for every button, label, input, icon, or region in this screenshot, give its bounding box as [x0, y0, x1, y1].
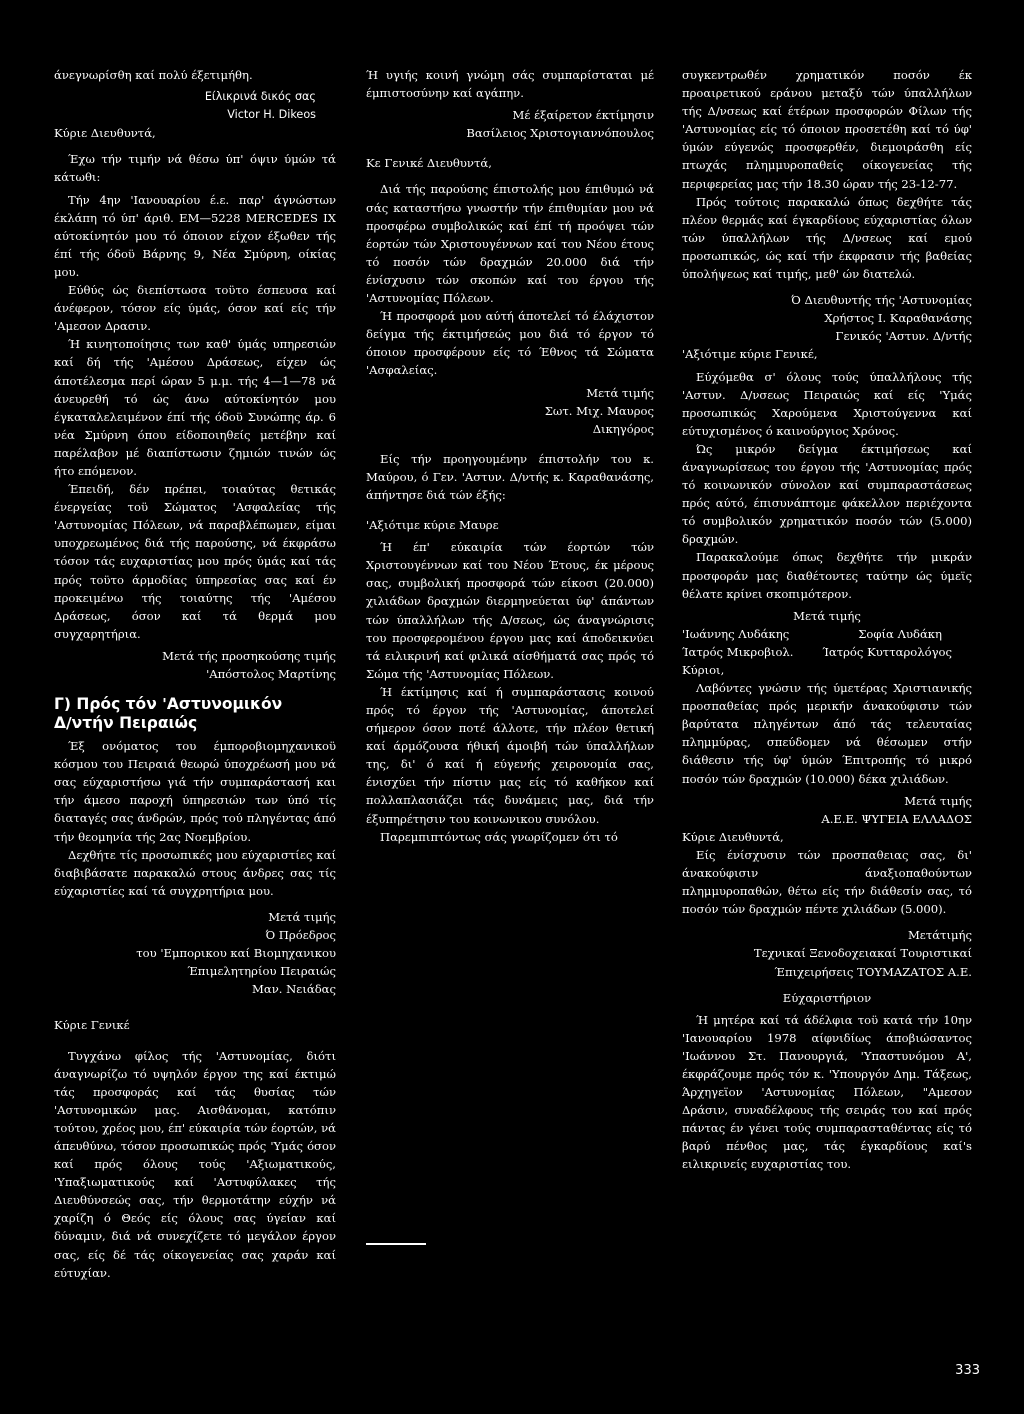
paragraph: Τυγχάνω φίλος τής 'Αστυνομίας, διότι άναγνωρίζω τό υψηλόν έργον της καί έκτιμώ τάς προσφοράς καί τάς θυσίας τών 'Αστυνομικών μας. Αισθάνομαι, κατόπιν τούτου, χρέος μου, έπ' εύκαιρία τών έορτών, νά άπευθύνω, τόσον προσωπικώς πρός 'Υμάς όσον καί πρός όλους τούς 'Αξιωματικούς, 'Υπαξιωματικούς καί 'Αστυφύλακες τής Διευθύνσεώς σας, τήν θερμοτάτην εύχήν νά χαρίζη ό Θεός είς όλους σας ύγείαν καί δύναμιν, διά νά συνεχίζετε τό μεγάλον έργον σας, είς δέ τάς οίκογενείας σας χαράν καί εύτυχίαν. — [54, 1048, 336, 1280]
paragraph: Έξ ονόματος του έμποροβιομηχανικοϋ κόσμου του Πειραιά θεωρώ ύποχρέωσή μου νά σας εύχαριστήσω γιά τήν συμπαράστασή και τήν άμεσο παροχή ύπηρεσιών των ύπό τίς διαταγές σας άνδρών, πρός τού πληγέντας άπό τήν θεομηνία τής 2ας Νοεμβρίου. — [54, 739, 336, 844]
paragraph: άνεγνωρίσθη καί πολύ έξετιμήθη. — [54, 68, 253, 82]
paragraph: Εύθύς ώς διεπίστωσα τοϋτο έσπευσα καί άνέφερον, τόσον είς ύμάς, όσον καί είς τήν 'Αμεσον Δρασιν. — [54, 283, 336, 334]
signature-title: Ό Διευθυντής τής 'Αστυνομίας — [791, 293, 972, 308]
paragraph: συγκεντρωθέν χρηματικόν ποσόν έκ προαιρετικού εράνου μεταξύ τών ύπαλλήλων τής Δ/νσεως καί έτέρων προσφορών Φίλων τής 'Αστυνομίας είς τό όποιον προσετέθη καί τό ύφ' ύμών εύγενώς προσφερθέν, διεμοιράσθη είς πτωχάς πλημμυροπαθείς οίκογενείας τής περιφερείας μας τήν 18.30 ώραν τής 23-12-77. — [682, 68, 972, 191]
paragraph: Διά τής παρούσης έπιστολής μου έπιθυμώ νά σάς καταστήσω γνωστήν τήν έπιθυμίαν μου νά προσφέρω συμβολικώς καί έπί τή προόψει τών έορτών τών Χριστουγέννων καί του Νέου έτους τό ποσόν τών δραχμών 20.000 διά τήν ένίσχυσιν τών σκοπών καί του έργου τής 'Αστυνομίας Πόλεων. — [366, 182, 654, 306]
signature-closing: Μετάτιμής — [907, 928, 972, 943]
signature-closing: Μετά τιμής — [586, 385, 654, 400]
signature-name: Σωτ. Μιχ. Μαυρος — [544, 403, 654, 418]
column-left — [54, 66, 336, 1282]
paragraph: Είς τήν προηγουμένην έπιστολήν του κ. Μαύρου, ό Γεν. 'Αστυν. Δ/ντής κ. Καραθανάσης, άπήντησε διά τών έξής: — [366, 451, 654, 502]
signature-title: του 'Εμπορικου καί Βιομηχανικου — [136, 946, 336, 961]
signature-name: Α.Ε.Ε. ΨΥΓΕΙΑ ΕΛΛΑΔΟΣ — [821, 811, 972, 826]
signature-closing: Μετά τιμής — [904, 793, 972, 808]
paragraph: Παρακαλούμε όπως δεχθήτε τήν μικράν προσφοράν μας διαθέτοντες ταύτην ώς ύμεϊς θέλατε κρίνει σκοπιμότερον. — [682, 550, 972, 601]
page-number: 333 — [955, 1363, 980, 1378]
paragraph: Ή προσφορά μου αύτή άποτελεί τό έλάχιστον δείγμα τής έκτιμήσεώς μου διά τό έργον τό όποιον προσφέρουν είς τό Έθνος τά Σώματα 'Ασφαλείας. — [366, 309, 654, 378]
signature-name: 'Ιωάννης Λυδάκης — [682, 626, 790, 641]
signature-name: Έπιχειρήσεις ΤΟΥΜΑΖΑΤΟΣ Α.Ε. — [774, 964, 972, 979]
signature-names-row — [682, 625, 972, 643]
salutation: Κύριε Διευθυντά, — [682, 829, 784, 844]
paragraph: Ή έπ' εύκαιρία τών έορτών τών Χριστουγέννων καί του Νέου Έτους, έκ μέρους σας, συμβολική προσφορά τών είκοσι (20.000) χιλιάδων δραχμών διερμηνεύεται ύφ' άπάντων τών ύπαλλήλων τής Δ/σεως, ώς άναγνώρισις του προσφερομένου έργου μας καί άποδεικνύει τά ειλικρινή καί φιλικά αίσθήματά σας πρός τό Σώμα τής 'Αστυνομίας Πόλεων. — [366, 540, 654, 681]
signature-title: Γενικός 'Αστυν. Δ/ντής — [835, 329, 972, 344]
paragraph: Ή κινητοποίησις των καθ' ύμάς υπηρεσιών καί δή τής 'Αμέσου Δράσεως, είχεν ώς άποτέλεσμα περί ώραν 5 μ.μ. τής 4—1—78 νά άνευρεθή τό ώς άνω αύτοκίνητόν μου έγκαταλελειμένον έπί τής όδοϋ Συνώπης άρ. 6 νέα Σμύρνη όπου είδοποιηθείς μετέβην καί παρέλαβον μέ διαπίστωσιν ζημιών τινών ώς ήτο επόμενον. — [54, 337, 336, 478]
paragraph: Ή έκτίμησις καί ή συμπαράστασις κοινού πρός τό έργον τής 'Αστυνομίας, άποτελεί σήμερον όσον ποτέ άλλοτε, τήν πλέον θετική καί άρμόζουσα ήθική άμοιβή τών ύπαλλήλων της, δι' ό καί ή εύγενής χειρονομία σας, ένισχύει τήν πίστιν μας είς τό καθήκον καί πολλαπλασιάζει τάς δυνάμεις μας, διά τήν έξυπηρέτησιν του κοινωνικου συνόλου. — [366, 684, 654, 826]
salutation: Κύριε Διευθυντά, — [54, 126, 156, 141]
signature-title: Ίατρός Μικροβιολ. — [682, 644, 794, 659]
signature-closing: Μετά τιμής — [268, 909, 336, 924]
signature-title: Ίατρός Κυτταρολόγος — [822, 644, 952, 659]
paragraph: Εύχόμεθα σ' όλους τούς ύπαλλήλους τής 'Αστυν. Δ/νσεως Πειραιώς καί είς 'Υμάς προσωπικώς Χαρούμενα Χριστούγεννα καί εύτυχισμένος ό καινούργιος Χρόνος. — [682, 369, 972, 438]
paragraph: Δεχθήτε τίς προσωπικές μου εύχαριστίες καί διαβιβάσατε παρακαλώ στους άνδρες σας τίς εύχαριστίες καί τά συγχρητήρια μου. — [54, 847, 336, 898]
paragraph: Ώς μικρόν δείγμα έκτιμήσεως καί άναγνωρίσεως του έργου τής 'Αστυνομίας πρός τό κοινωνικόν σύνολον καί συμπαραστάσεως πρός αύτό, έπισυνάπτομε φάκελλον περιέχοντα τό συμβολικόν χρηματικόν ποσόν τών (5.000) δραχμών. — [682, 441, 972, 547]
salutation: 'Αξιότιμε κύριε Γενικέ, — [682, 347, 818, 362]
signature-closing: Μετά τιμής — [793, 608, 861, 623]
column-right — [682, 66, 972, 1174]
signature-closing: Μέ έξαίρετον έκτίμησιν — [512, 108, 654, 123]
signature-title: Έπιμελητηρίου Πειραιώς — [187, 964, 336, 979]
signature-name: 'Απόστολος Μαρτίνης — [206, 667, 336, 681]
signature-name: Victor H. Dikeos — [227, 108, 316, 122]
section-heading: Δ/ντήν Πειραιώς — [54, 714, 198, 733]
section-heading: Γ) Πρός τόν 'Αστυνομικόν — [54, 695, 283, 714]
signature-closing: Είλικρινά δικός σας — [204, 90, 316, 104]
paragraph: Ή υγιής κοινή γνώμη σάς συμπαρίσταται μέ έμπιστοσύνην καί αγάπην. — [366, 68, 654, 101]
paragraph: Λαβόντες γνώσιν τής ύμετέρας Χριστιανικής προσπαθείας πρός μερικήν άνακούφισιν τών βαρύτατα πληγέντων άπό τάς τελευταίας πλημμύρας, σπεύδομεν νά θέσωμεν στήν διάθεσιν τής ύφ' ύμών Έπιτροπής τό μικρό ποσόν τών δραχμών (10.000) δέκα χιλιάδων. — [682, 681, 972, 786]
signature-name: Μαν. Νειάδας — [252, 982, 336, 997]
paragraph: Έπειδή, δέν πρέπει, τοιαύτας θετικάς ένεργείας τοϋ Σώματος 'Ασφαλείας τής 'Αστυνομίας Πόλεων, νά παραβλέπωμεν, είμαι υποχρεωμένος διά τής παρούσης, νά έκφράσω τόσον τάς ευχαριστίας μου πρός ύμάς καί τάς πρός τοϋτο άρμοδίας ύπηρεσίας σας καί έν προκειμένω τής τοιαύτης τής 'Αμέσου Δράσεως, όσον καί τά θερμά μου συγχαρητήρια. — [54, 482, 336, 641]
paragraph: Παρεμπιπτόντως σάς γνωρίζομεν ότι τό — [380, 829, 618, 844]
paragraph: Ή μητέρα καί τά άδέλφια τοϋ κατά τήν 10ην 'Ιανουαρίου 1978 αίφνιδίως άποβιώσαντος 'Ιωάννου Στ. Πανουργιά, 'Υπαστυνόμου Α', έκφράζουμε πρός τόν κ. 'Υπουργόν Δημ. Τάξεως, Άρχηγεϊον 'Αστυνομίας Πόλεων, "Αμεσον Δράσιν, συναδέλφους τής σειράς του καί πρός πάντας έν γένει τούς συμπαρασταθέντας είς τό βαρύ πένθος μας, τάς έγκαρδίους καί's ειλικρινείς ευχαριστίας του. — [682, 1012, 972, 1172]
paragraph: Είς ένίσχυσιν τών προσπαθειας σας, δι' άνακούφισιν άναξιοπαθούντων πλημμυροπαθών, θέτω είς τήν διάθεσίν σας, τό ποσόν τών δραχμών πέντε χιλιάδων (5.000). — [682, 847, 972, 917]
signature-title: Ό Πρόεδρος — [265, 928, 336, 943]
signature-name: Χρήστος Ι. Καραθανάσης — [824, 311, 972, 326]
column-middle — [366, 66, 654, 846]
salutation: Κύριοι, — [682, 663, 725, 677]
signature-titles-row — [682, 643, 972, 661]
paragraph: Πρός τούτοις παρακαλώ όπως δεχθήτε τάς πλέον θερμάς καί έγκαρδίους εύχαριστίας όλων τών ύπαλλήλων τής Δ/νσεως καί εμού προσωπικώς, ώς καί τήν έκφρασιν τής βαθείας ύπολήψεως καί τιμής, μεθ' ών διατελώ. — [682, 194, 972, 282]
signature-name: Βασίλειος Χριστογιαννόπουλος — [466, 126, 654, 141]
signature-name: Σοφία Λυδάκη — [858, 626, 942, 641]
paragraph: Έχω τήν τιμήν νά θέσω ύπ' όψιν ύμών τά κάτωθι: — [54, 152, 336, 185]
section-heading: Εύχαριστήριον — [782, 990, 872, 1005]
salutation: Κύριε Γενικέ — [54, 1018, 130, 1033]
signature-title: Τεχνικαί Ξενοδοχειακαί Τουριστικαί — [753, 946, 972, 961]
salutation: Κε Γενικέ Διευθυντά, — [366, 156, 492, 171]
paragraph: Τήν 4ην 'Ιανουαρίου έ.ε. παρ' άγνώστων έκλάπη τό ύπ' άριθ. ΕΜ—5228 MERCEDES IX αύτοκίνητόν μου τό όποιον είχον έξωθεν τής έπί τής όδοϋ Βάρνης 9, Νέα Σμύρνη, οίκίας μου. — [54, 192, 336, 279]
divider-rule — [366, 1243, 426, 1245]
salutation: 'Αξιότιμε κύριε Μαυρε — [366, 518, 499, 533]
signature-closing: Μετά τής προσηκούσης τιμής — [162, 648, 336, 663]
signature-title: Δικηγόρος — [592, 421, 654, 436]
